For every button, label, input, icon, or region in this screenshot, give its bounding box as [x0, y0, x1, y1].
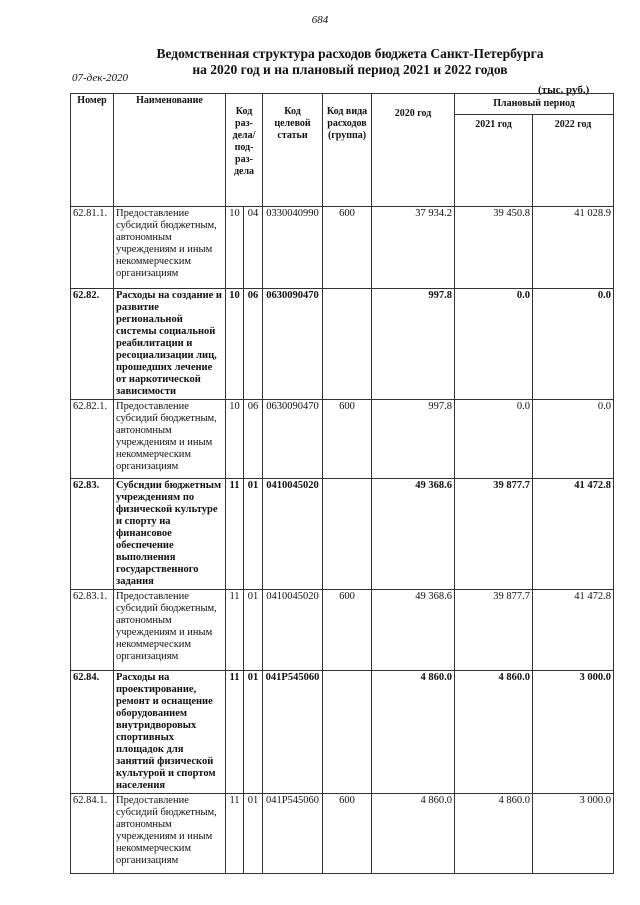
table-row	[71, 671, 614, 794]
title-line-1: Ведомственная структура расходов бюджета Санкт-Петербурга	[156, 46, 544, 61]
row-name: Расходы на создание и развитие региональной системы социальной реабилитации и ресоциализации лиц, прошедших лечение от наркотической зависимости	[114, 289, 226, 400]
table-row	[71, 289, 614, 400]
row-name: Предоставление субсидий бюджетным, автономным учреждениям и иным некоммерческим организациям	[114, 400, 226, 479]
header-vid: Код вида расходов (группа)	[323, 94, 372, 207]
row-podrazdel: 01	[244, 671, 263, 794]
row-podrazdel: 01	[244, 479, 263, 590]
row-number: 62.84.	[71, 671, 114, 794]
table-row	[71, 794, 614, 874]
row-celevaya: 041P545060	[263, 671, 323, 794]
header-planned-period: Плановый период	[455, 94, 614, 115]
row-2020: 37 934.2	[372, 207, 455, 289]
row-2020: 4 860.0	[372, 671, 455, 794]
header-razdel: Код раз- дела/ под- раз- дела	[226, 94, 263, 207]
row-razdel: 10	[226, 207, 244, 289]
row-number: 62.82.1.	[71, 400, 114, 479]
row-2022: 0.0	[533, 289, 614, 400]
row-number: 62.83.	[71, 479, 114, 590]
document-title	[90, 46, 610, 78]
row-celevaya: 0630090470	[263, 400, 323, 479]
budget-table-body	[71, 207, 614, 874]
row-vid: 600	[323, 794, 372, 874]
document-date: 07-дек-2020	[72, 72, 129, 84]
row-2020: 997.8	[372, 400, 455, 479]
row-celevaya: 0630090470	[263, 289, 323, 400]
row-vid: 600	[323, 590, 372, 671]
header-number: Номер	[71, 94, 114, 207]
row-razdel: 11	[226, 479, 244, 590]
row-celevaya: 0330040990	[263, 207, 323, 289]
row-2020: 997.8	[372, 289, 455, 400]
row-vid	[323, 671, 372, 794]
row-podrazdel: 01	[244, 590, 263, 671]
row-vid: 600	[323, 207, 372, 289]
row-name: Расходы на проектирование, ремонт и оснащение оборудованием внутридворовых спортивных площадок для занятий физической культурой и спортом населения	[114, 671, 226, 794]
row-podrazdel: 01	[244, 794, 263, 874]
header-celevaya: Код целевой статьи	[263, 94, 323, 207]
row-2021: 39 450.8	[455, 207, 533, 289]
row-name: Субсидии бюджетным учреждениям по физической культуре и спорту на финансовое обеспечение выполнения государственного задания	[114, 479, 226, 590]
row-2022: 3 000.0	[533, 794, 614, 874]
row-number: 62.84.1.	[71, 794, 114, 874]
row-2020: 49 368.6	[372, 590, 455, 671]
header-2022: 2022 год	[533, 115, 614, 207]
row-vid	[323, 289, 372, 400]
page-number: 684	[311, 14, 329, 26]
row-podrazdel: 04	[244, 207, 263, 289]
row-podrazdel: 06	[244, 400, 263, 479]
row-razdel: 11	[226, 671, 244, 794]
row-2021: 4 860.0	[455, 671, 533, 794]
row-vid: 600	[323, 400, 372, 479]
budget-table	[70, 93, 614, 874]
row-vid	[323, 479, 372, 590]
row-razdel: 10	[226, 400, 244, 479]
header-2021: 2021 год	[455, 115, 533, 207]
table-row	[71, 590, 614, 671]
table-row	[71, 207, 614, 289]
row-number: 62.82.	[71, 289, 114, 400]
row-razdel: 11	[226, 794, 244, 874]
row-celevaya: 041P545060	[263, 794, 323, 874]
table-row	[71, 479, 614, 590]
header-name: Наименование	[114, 94, 226, 207]
row-celevaya: 0410045020	[263, 479, 323, 590]
row-2022: 41 472.8	[533, 590, 614, 671]
row-2020: 4 860.0	[372, 794, 455, 874]
row-2021: 0.0	[455, 289, 533, 400]
row-2022: 41 028.9	[533, 207, 614, 289]
row-razdel: 11	[226, 590, 244, 671]
title-line-2: на 2020 год и на плановый период 2021 и 2022 годов	[192, 62, 508, 77]
row-podrazdel: 06	[244, 289, 263, 400]
row-razdel: 10	[226, 289, 244, 400]
row-name: Предоставление субсидий бюджетным, автономным учреждениям и иным некоммерческим организациям	[114, 794, 226, 874]
row-2022: 0.0	[533, 400, 614, 479]
row-2020: 49 368.6	[372, 479, 455, 590]
row-2021: 39 877.7	[455, 590, 533, 671]
row-2022: 3 000.0	[533, 671, 614, 794]
row-2021: 4 860.0	[455, 794, 533, 874]
units-label: (тыс. руб.)	[538, 84, 590, 96]
row-number: 62.81.1.	[71, 207, 114, 289]
row-name: Предоставление субсидий бюджетным, автономным учреждениям и иным некоммерческим организациям	[114, 207, 226, 289]
header-2020: 2020 год	[372, 94, 455, 207]
row-celevaya: 0410045020	[263, 590, 323, 671]
row-2022: 41 472.8	[533, 479, 614, 590]
row-2021: 0.0	[455, 400, 533, 479]
row-name: Предоставление субсидий бюджетным, автономным учреждениям и иным некоммерческим организациям	[114, 590, 226, 671]
table-row	[71, 400, 614, 479]
row-number: 62.83.1.	[71, 590, 114, 671]
row-2021: 39 877.7	[455, 479, 533, 590]
